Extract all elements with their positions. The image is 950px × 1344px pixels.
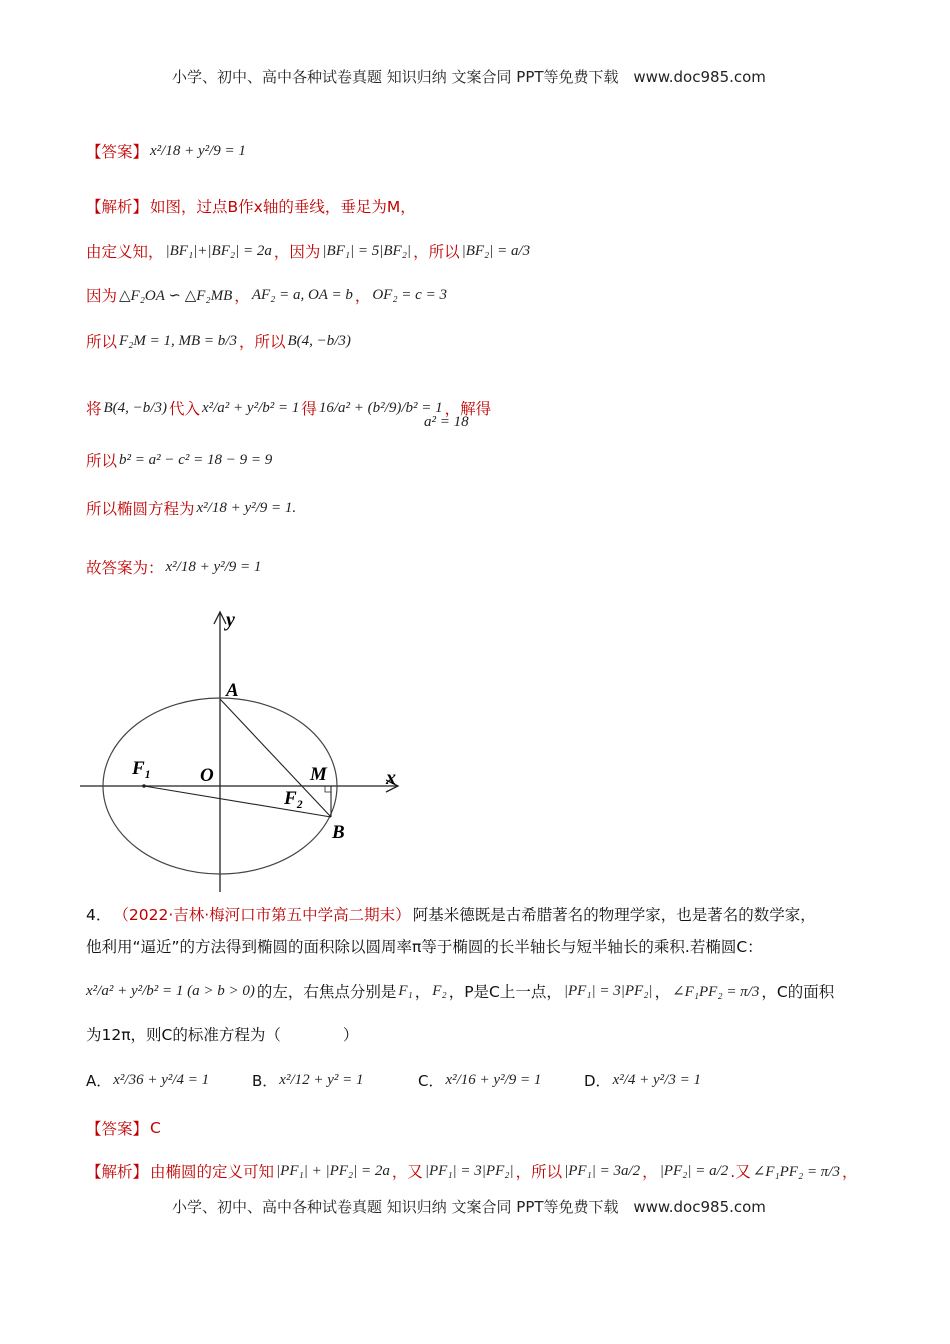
text: 得 <box>301 400 317 418</box>
equation: x²/a² + y²/b² = 1 (a > b > 0) <box>86 982 255 999</box>
q3-line8 <box>86 556 261 578</box>
text: ，P是C上一点， <box>448 983 562 1001</box>
equation: F₂M = 1, MB = b/3 <box>119 332 237 349</box>
equation: △F₂OA ∽ △F₂MB <box>119 287 233 304</box>
text: 由定义知， <box>86 243 164 261</box>
question-text: 阿基米德既是古希腊著名的物理学家，也是著名的数学家， <box>412 906 816 924</box>
option-expression: x²/4 + y²/3 = 1 <box>612 1072 701 1088</box>
q4-answer-row <box>86 1117 161 1139</box>
equation: B(4, −b/3) <box>287 332 351 349</box>
text: 所以 <box>86 452 118 470</box>
equation: |PF₂| = a/2 <box>659 1162 729 1179</box>
footer-site-link[interactable]: www.doc985.com <box>633 1198 766 1216</box>
option-label: B． <box>252 1072 278 1090</box>
right-angle-mark <box>325 786 331 792</box>
equation: |PF₁| = 3|PF₂| <box>424 1162 514 1179</box>
text: ， <box>414 983 431 1001</box>
label-x: x <box>386 767 396 789</box>
text: ，所以 <box>413 243 460 261</box>
text: ，C的面积 <box>761 983 835 1001</box>
equation: F₁ <box>398 982 413 999</box>
header-site-link[interactable]: www.doc985.com <box>633 68 766 86</box>
q3-line3: 因为 △F₂OA ∽ △F₂MB ， AF₂ = a, OA = b ， OF₂ = c = 3 <box>86 284 447 306</box>
text: 由椭圆的定义可知 <box>150 1163 275 1181</box>
text: 将 <box>86 400 102 418</box>
q3-line4 <box>86 330 351 352</box>
ellipse-diagram <box>80 600 410 900</box>
equation: |BF₁|+|BF₂| = 2a <box>165 242 272 259</box>
equation: |BF₂| = a/3 <box>461 242 531 259</box>
label-y: y <box>226 609 235 631</box>
option-expression: x²/16 + y²/9 = 1 <box>445 1072 542 1088</box>
option-expression: x²/36 + y²/4 = 1 <box>113 1072 210 1088</box>
equation: |BF₁| = 5|BF₂| <box>322 242 412 259</box>
q4-line2: 他利用“逼近”的方法得到椭圆的面积除以圆周率π等于椭圆的长半轴长与短半轴长的乘积.若椭圆C： <box>86 938 763 956</box>
footer-text: 小学、初中、高中各种试卷真题 知识归纳 文案合同 PPT等免费下载 <box>172 1198 619 1216</box>
option-B[interactable] <box>252 1070 364 1091</box>
q4-line1 <box>86 903 816 925</box>
text: ，所以 <box>238 333 286 351</box>
text: .又 <box>730 1163 751 1181</box>
label-F2: F₂ <box>284 788 304 809</box>
option-C[interactable] <box>418 1070 541 1091</box>
equation: |PF₁| = 3|PF₂| <box>563 982 653 999</box>
q3-answer-row <box>86 140 246 162</box>
equation: OF₂ = c = 3 <box>372 286 447 303</box>
option-label: D． <box>584 1072 611 1090</box>
equation: ∠F₁PF₂ = π/3 <box>752 1163 840 1180</box>
q3-line2 <box>86 240 530 262</box>
text: ，又 <box>391 1163 423 1181</box>
answer-label: 【答案】 <box>86 1120 149 1138</box>
q3-line6 <box>86 449 272 471</box>
text: 所以椭圆方程为 <box>86 500 195 518</box>
text: ，因为 <box>273 243 321 261</box>
page-header <box>172 66 766 87</box>
text: ，解得 <box>444 400 492 418</box>
label-A: A <box>226 680 239 701</box>
label-F1: F₁ <box>132 758 152 779</box>
page-footer <box>172 1196 766 1217</box>
question-number: 4． <box>86 906 112 924</box>
label-B: B <box>332 822 345 843</box>
segment-AB <box>220 699 331 817</box>
equation: ∠F₁PF₂ = π/3 <box>672 983 760 1000</box>
text: 代入 <box>168 400 200 418</box>
answer-label: 【答案】 <box>86 143 149 161</box>
equation: a² = 18 <box>424 414 469 430</box>
option-A[interactable] <box>86 1070 209 1091</box>
analysis-label: 【解析】 <box>86 198 149 216</box>
q4-line3: x²/a² + y²/b² = 1 (a > b > 0) 的左，右焦点分别是 F₁ ， F₂ ，P是C上一点， |PF₁| = 3|PF₂| ， ∠F₁PF₂ = π/3 ，C的面积 <box>86 980 834 1002</box>
question-source: （2022·吉林·梅河口市第五中学高二期末） <box>113 906 411 924</box>
q3-line7 <box>86 497 296 519</box>
equation: |PF₁| = 3a/2 <box>564 1162 641 1179</box>
text: 所以 <box>86 333 118 351</box>
equation: x²/18 + y²/9 = 1. <box>196 499 297 516</box>
equation: AF₂ = a, OA = b <box>251 286 353 303</box>
answer-expression: x²/18 + y²/9 = 1 <box>150 142 246 159</box>
text: 因为 <box>86 287 118 305</box>
q3-analysis-line1 <box>86 195 416 217</box>
equation: x²/a² + y²/b² = 1 <box>201 399 300 416</box>
option-label: A． <box>86 1072 112 1090</box>
equation: F₂ <box>432 982 447 999</box>
q4-line4: 为12π，则C的标准方程为（ ） <box>86 1026 359 1044</box>
equation: b² = a² − c² = 18 − 9 = 9 <box>119 451 273 468</box>
option-label: C． <box>418 1072 444 1090</box>
equation: |PF₁| + |PF₂| = 2a <box>276 1162 390 1179</box>
label-O: O <box>200 765 214 786</box>
text: 的左，右焦点分别是 <box>256 983 397 1001</box>
option-D[interactable] <box>584 1070 701 1091</box>
analysis-text: 如图，过点B作x轴的垂线，垂足为M， <box>150 198 416 216</box>
equation: B(4, −b/3) <box>103 399 167 416</box>
equation: x²/18 + y²/9 = 1 <box>165 558 262 575</box>
header-text: 小学、初中、高中各种试卷真题 知识归纳 文案合同 PPT等免费下载 <box>172 68 619 86</box>
label-M: M <box>310 764 327 785</box>
text: 故答案为： <box>86 559 164 577</box>
equation: 16/a² + (b²/9)/b² = 1 <box>318 399 443 416</box>
answer-value: C <box>150 1119 161 1137</box>
analysis-label: 【解析】 <box>86 1163 149 1181</box>
option-expression: x²/12 + y² = 1 <box>279 1072 364 1088</box>
q4-analysis-row: 【解析】 由椭圆的定义可知 |PF₁| + |PF₂| = 2a ，又 |PF₁| = 3|PF₂| ，所以 |PF₁| = 3a/2 ， |PF₂| = a/2 .又 ∠F₁PF₂ = π/3 ， <box>86 1160 858 1182</box>
text: ，所以 <box>515 1163 563 1181</box>
point-F1 <box>142 784 146 788</box>
